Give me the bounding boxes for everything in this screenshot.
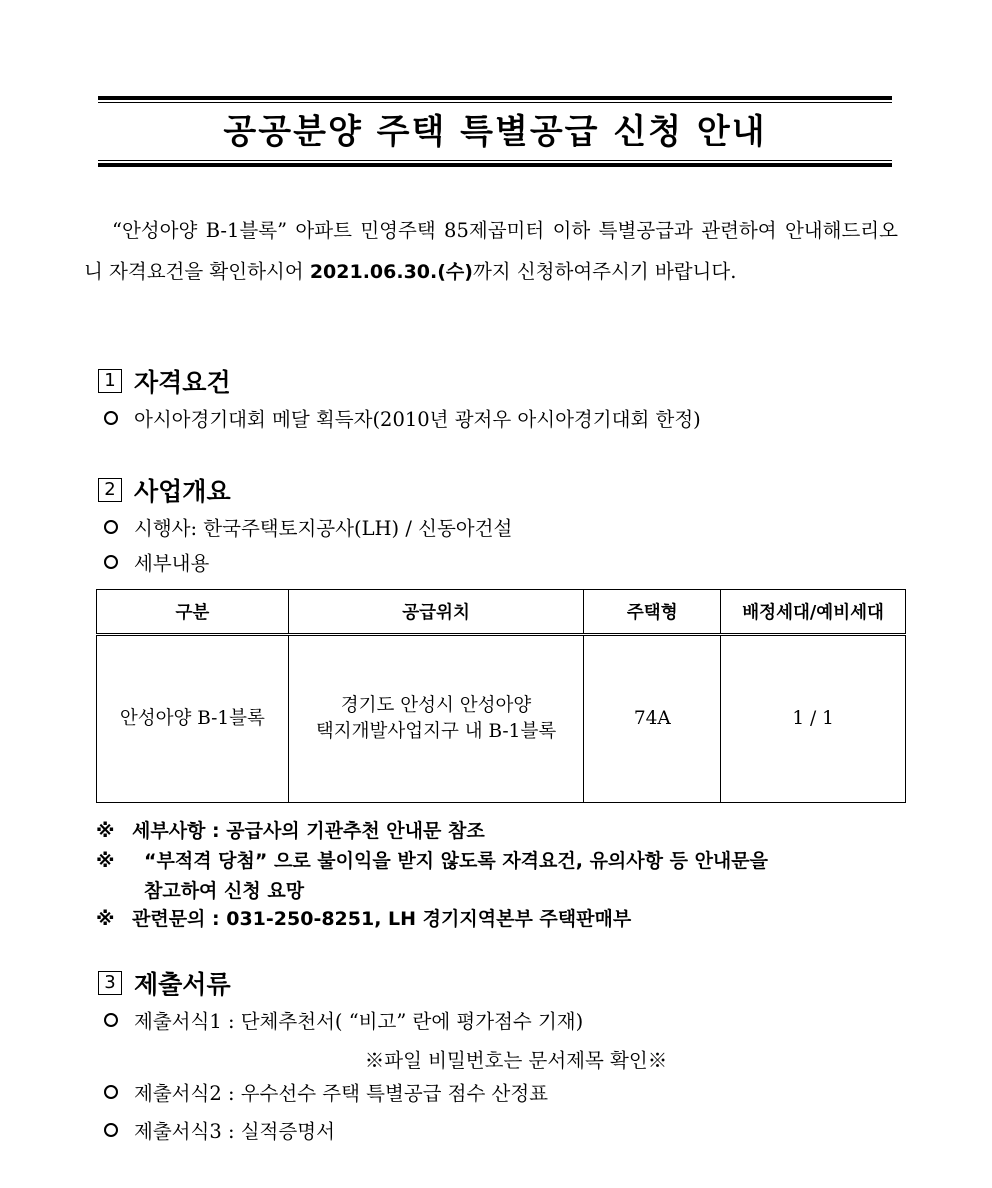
location-line-1: 경기도 안성시 안성아양	[340, 695, 532, 716]
note-mark: ※	[96, 820, 115, 842]
title-rule-bottom	[98, 163, 892, 167]
note-warning	[96, 846, 902, 906]
table-header: 구분	[97, 590, 289, 635]
circle-bullet-icon	[104, 1123, 118, 1137]
location-line-2: 택지개발사업지구 내 B-1블록	[315, 721, 557, 742]
section-1-title: 자격요건	[134, 368, 231, 397]
section-3-bullet-2	[104, 1077, 548, 1107]
bullet-text: 제출서식2 : 우수선수 주택 특별공급 점수 산정표	[134, 1082, 549, 1105]
note-text: 세부사항 : 공급사의 기관추천 안내문 참조	[132, 820, 485, 842]
note-details	[96, 816, 902, 846]
intro-text-before: “안성아양 B-1블록” 아파트 민영주택 85제곱미터 이하 특별공급과 관련하여 안내해드리오니 자격요건을 확인하시어	[84, 219, 898, 283]
bullet-text: 제출서식3 : 실적증명서	[134, 1120, 335, 1143]
section-1-bullet-1	[104, 403, 701, 433]
title-rule-bottom-thin	[98, 160, 892, 161]
circle-bullet-icon	[104, 411, 118, 425]
table-header: 주택형	[584, 590, 721, 635]
circle-bullet-icon	[104, 1013, 118, 1027]
section-1-heading	[98, 366, 231, 396]
circle-bullet-icon	[104, 1085, 118, 1099]
password-note: ※파일 비밀번호는 문서제목 확인※	[364, 1049, 668, 1072]
circle-bullet-icon	[104, 520, 118, 534]
note-mark: ※	[96, 908, 115, 930]
intro-paragraph	[84, 210, 898, 293]
section-2-heading	[98, 475, 231, 505]
title-rule-top-thin	[98, 102, 892, 103]
table-row	[97, 635, 906, 803]
section-2-bullet-2	[104, 547, 209, 577]
detail-table	[96, 589, 906, 803]
note-text: 관련문의 : 031-250-8251, LH 경기지역본부 주택판매부	[132, 908, 632, 930]
cell-units: 1 / 1	[721, 635, 906, 803]
section-3-bullet-3	[104, 1115, 335, 1145]
bullet-text: 시행사: 한국주택토지공사(LH) / 신동아건설	[134, 517, 513, 540]
intro-deadline: 2021.06.30.(수)	[309, 261, 473, 283]
section-2-number: 2	[98, 478, 122, 502]
section-3-heading	[98, 968, 231, 998]
bullet-text: 세부내용	[134, 552, 210, 575]
section-2-bullet-1	[104, 512, 512, 542]
bullet-text: 아시아경기대회 메달 획득자(2010년 광저우 아시아경기대회 한정)	[134, 408, 701, 431]
section-1-number: 1	[98, 369, 122, 393]
section-3-bullet-1	[104, 1005, 583, 1035]
section-2-title: 사업개요	[134, 477, 231, 506]
intro-text-after: 까지 신청하여주시기 바랍니다.	[472, 260, 737, 283]
title-rule-top	[98, 96, 892, 100]
section-3-number: 3	[98, 971, 122, 995]
note-text: “부적격 당첨” 으로 불이익을 받지 않도록 자격요건, 유의사항 등 안내문을	[144, 850, 768, 872]
circle-bullet-icon	[104, 555, 118, 569]
table-header: 공급위치	[288, 590, 584, 635]
cell-category: 안성아양 B-1블록	[97, 635, 289, 803]
table-header-row	[97, 590, 906, 635]
note-mark: ※	[96, 850, 115, 872]
cell-location	[288, 635, 584, 803]
note-text-continued: 참고하여 신청 요망	[144, 880, 305, 902]
cell-type: 74A	[584, 635, 721, 803]
note-contact	[96, 904, 902, 934]
bullet-text: 제출서식1 : 단체추천서( “비고” 란에 평가점수 기재)	[134, 1010, 584, 1033]
section-3-title: 제출서류	[134, 970, 231, 999]
document-title: 공공분양 주택 특별공급 신청 안내	[223, 112, 767, 152]
table-header: 배정세대/예비세대	[721, 590, 906, 635]
